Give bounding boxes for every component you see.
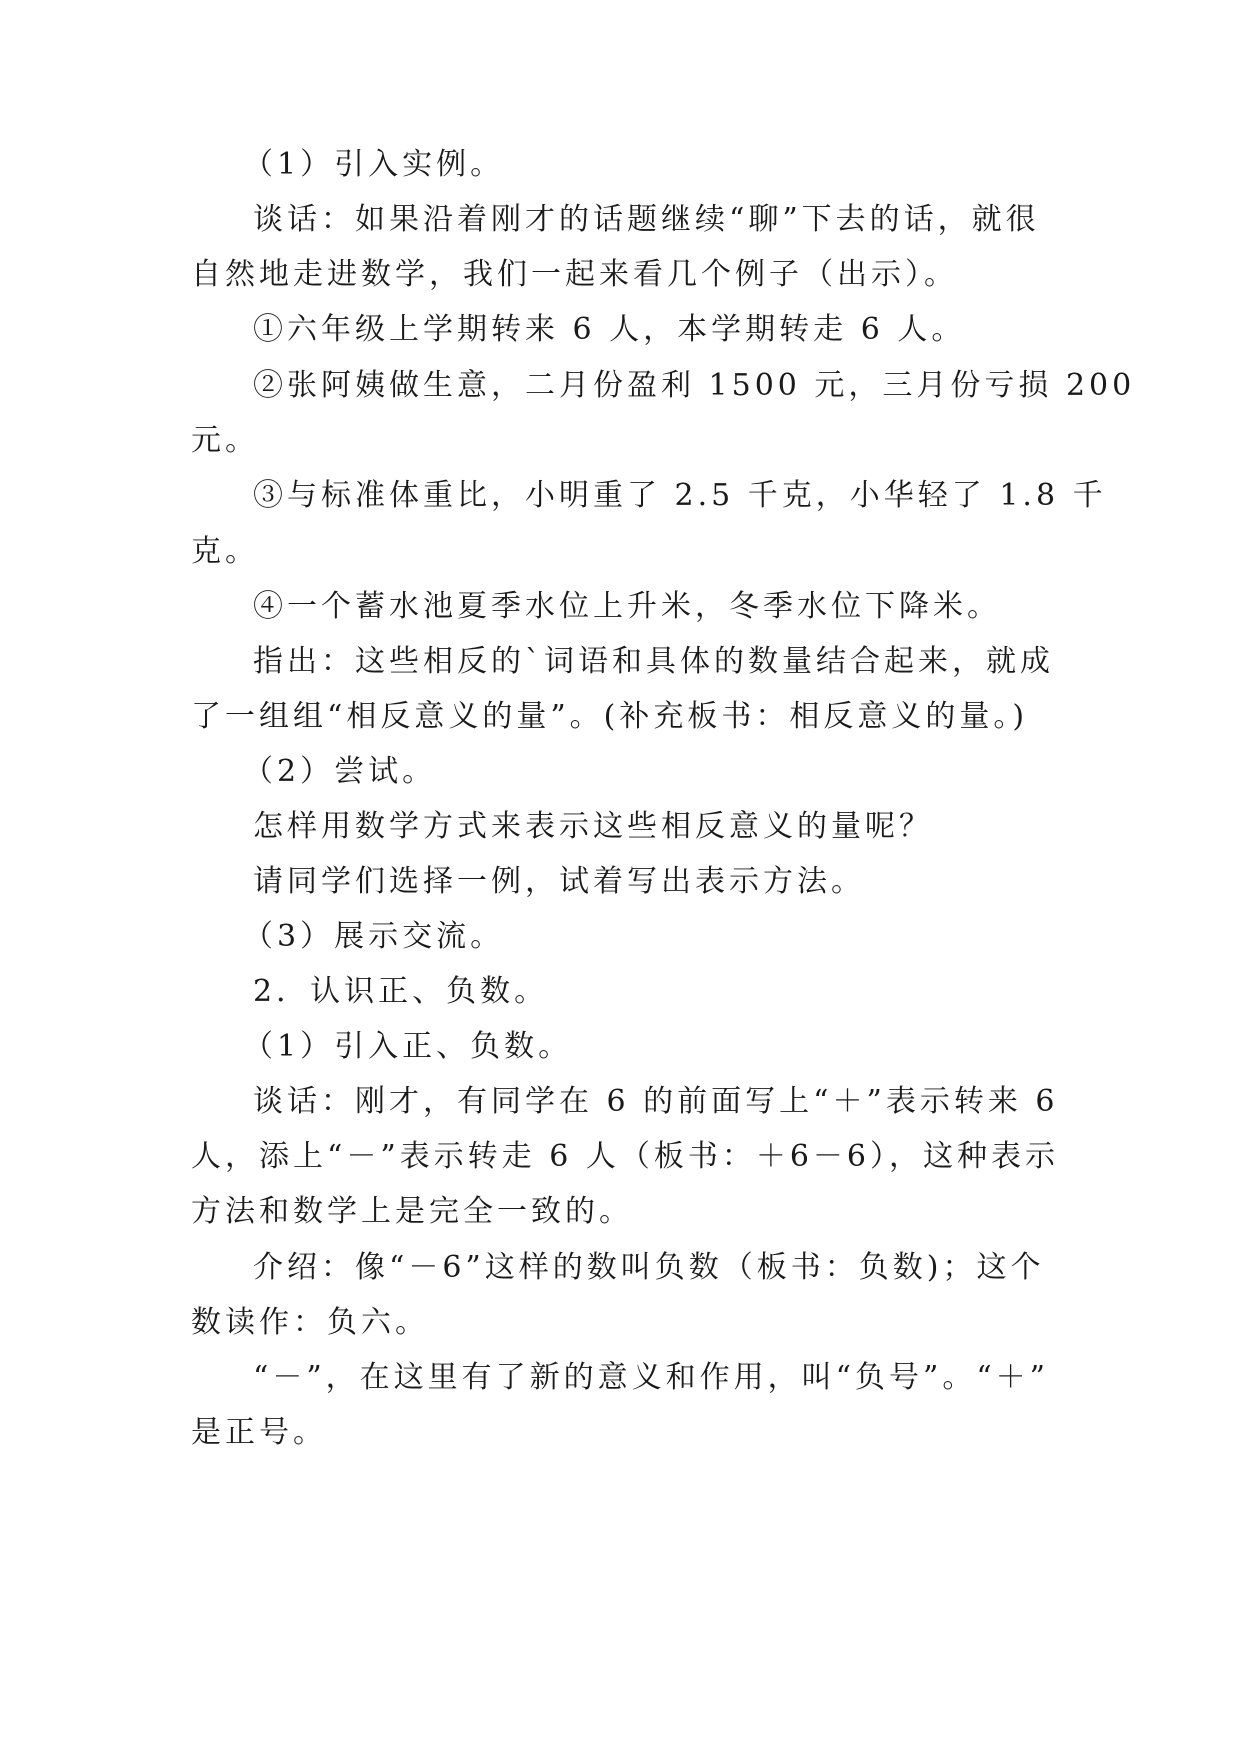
example-item-3: ③与标准体重比，小明重了 2.5 千克，小华轻了 1.8 千 xyxy=(253,478,1107,513)
example-item-1: ①六年级上学期转来 6 人，本学期转走 6 人。 xyxy=(253,312,966,347)
paragraph-line: 人，添上“－”表示转走 6 人（板书：＋6－6），这种表示 xyxy=(191,1139,1060,1174)
subheading-intro-pos-neg: （1）引入正、负数。 xyxy=(243,1029,573,1064)
subheading-share: （3）展示交流。 xyxy=(243,919,505,954)
paragraph-line: 谈话：刚才，有同学在 6 的前面写上“＋”表示转来 6 xyxy=(253,1084,1059,1119)
paragraph-line: 是正号。 xyxy=(191,1415,327,1450)
subheading-intro-examples: （1）引入实例。 xyxy=(243,147,505,182)
paragraph-line: 了一组组“相反意义的量”。(补充板书：相反意义的量。) xyxy=(191,699,1029,734)
paragraph-line: 怎样用数学方式来表示这些相反意义的量呢？ xyxy=(253,809,933,844)
section-heading-2: 2．认识正、负数。 xyxy=(253,974,549,1009)
example-item-2: ②张阿姨做生意，二月份盈利 1500 元，三月份亏损 200 xyxy=(253,368,1136,403)
paragraph-line: 指出：这些相反的`词语和具体的数量结合起来，就成 xyxy=(253,644,1054,679)
paragraph-line: 数读作：负六。 xyxy=(191,1305,429,1340)
paragraph-line: 克。 xyxy=(191,534,259,569)
paragraph-line: 自然地走进数学，我们一起来看几个例子（出示）。 xyxy=(191,257,958,292)
example-item-4: ④一个蓄水池夏季水位上升米，冬季水位下降米。 xyxy=(253,589,1001,624)
subheading-attempt: （2）尝试。 xyxy=(243,754,437,789)
paragraph-line: “－”，在这里有了新的意义和作用，叫“负号”。“＋” xyxy=(253,1360,1050,1395)
paragraph-line: 谈话：如果沿着刚才的话题继续“聊”下去的话，就很 xyxy=(253,202,1040,237)
paragraph-line: 元。 xyxy=(191,423,259,458)
paragraph-line: 方法和数学上是完全一致的。 xyxy=(191,1194,633,1229)
paragraph-line: 介绍：像“－6”这样的数叫负数（板书：负数)；这个 xyxy=(253,1250,1045,1285)
paragraph-line: 请同学们选择一例，试着写出表示方法。 xyxy=(253,864,865,899)
